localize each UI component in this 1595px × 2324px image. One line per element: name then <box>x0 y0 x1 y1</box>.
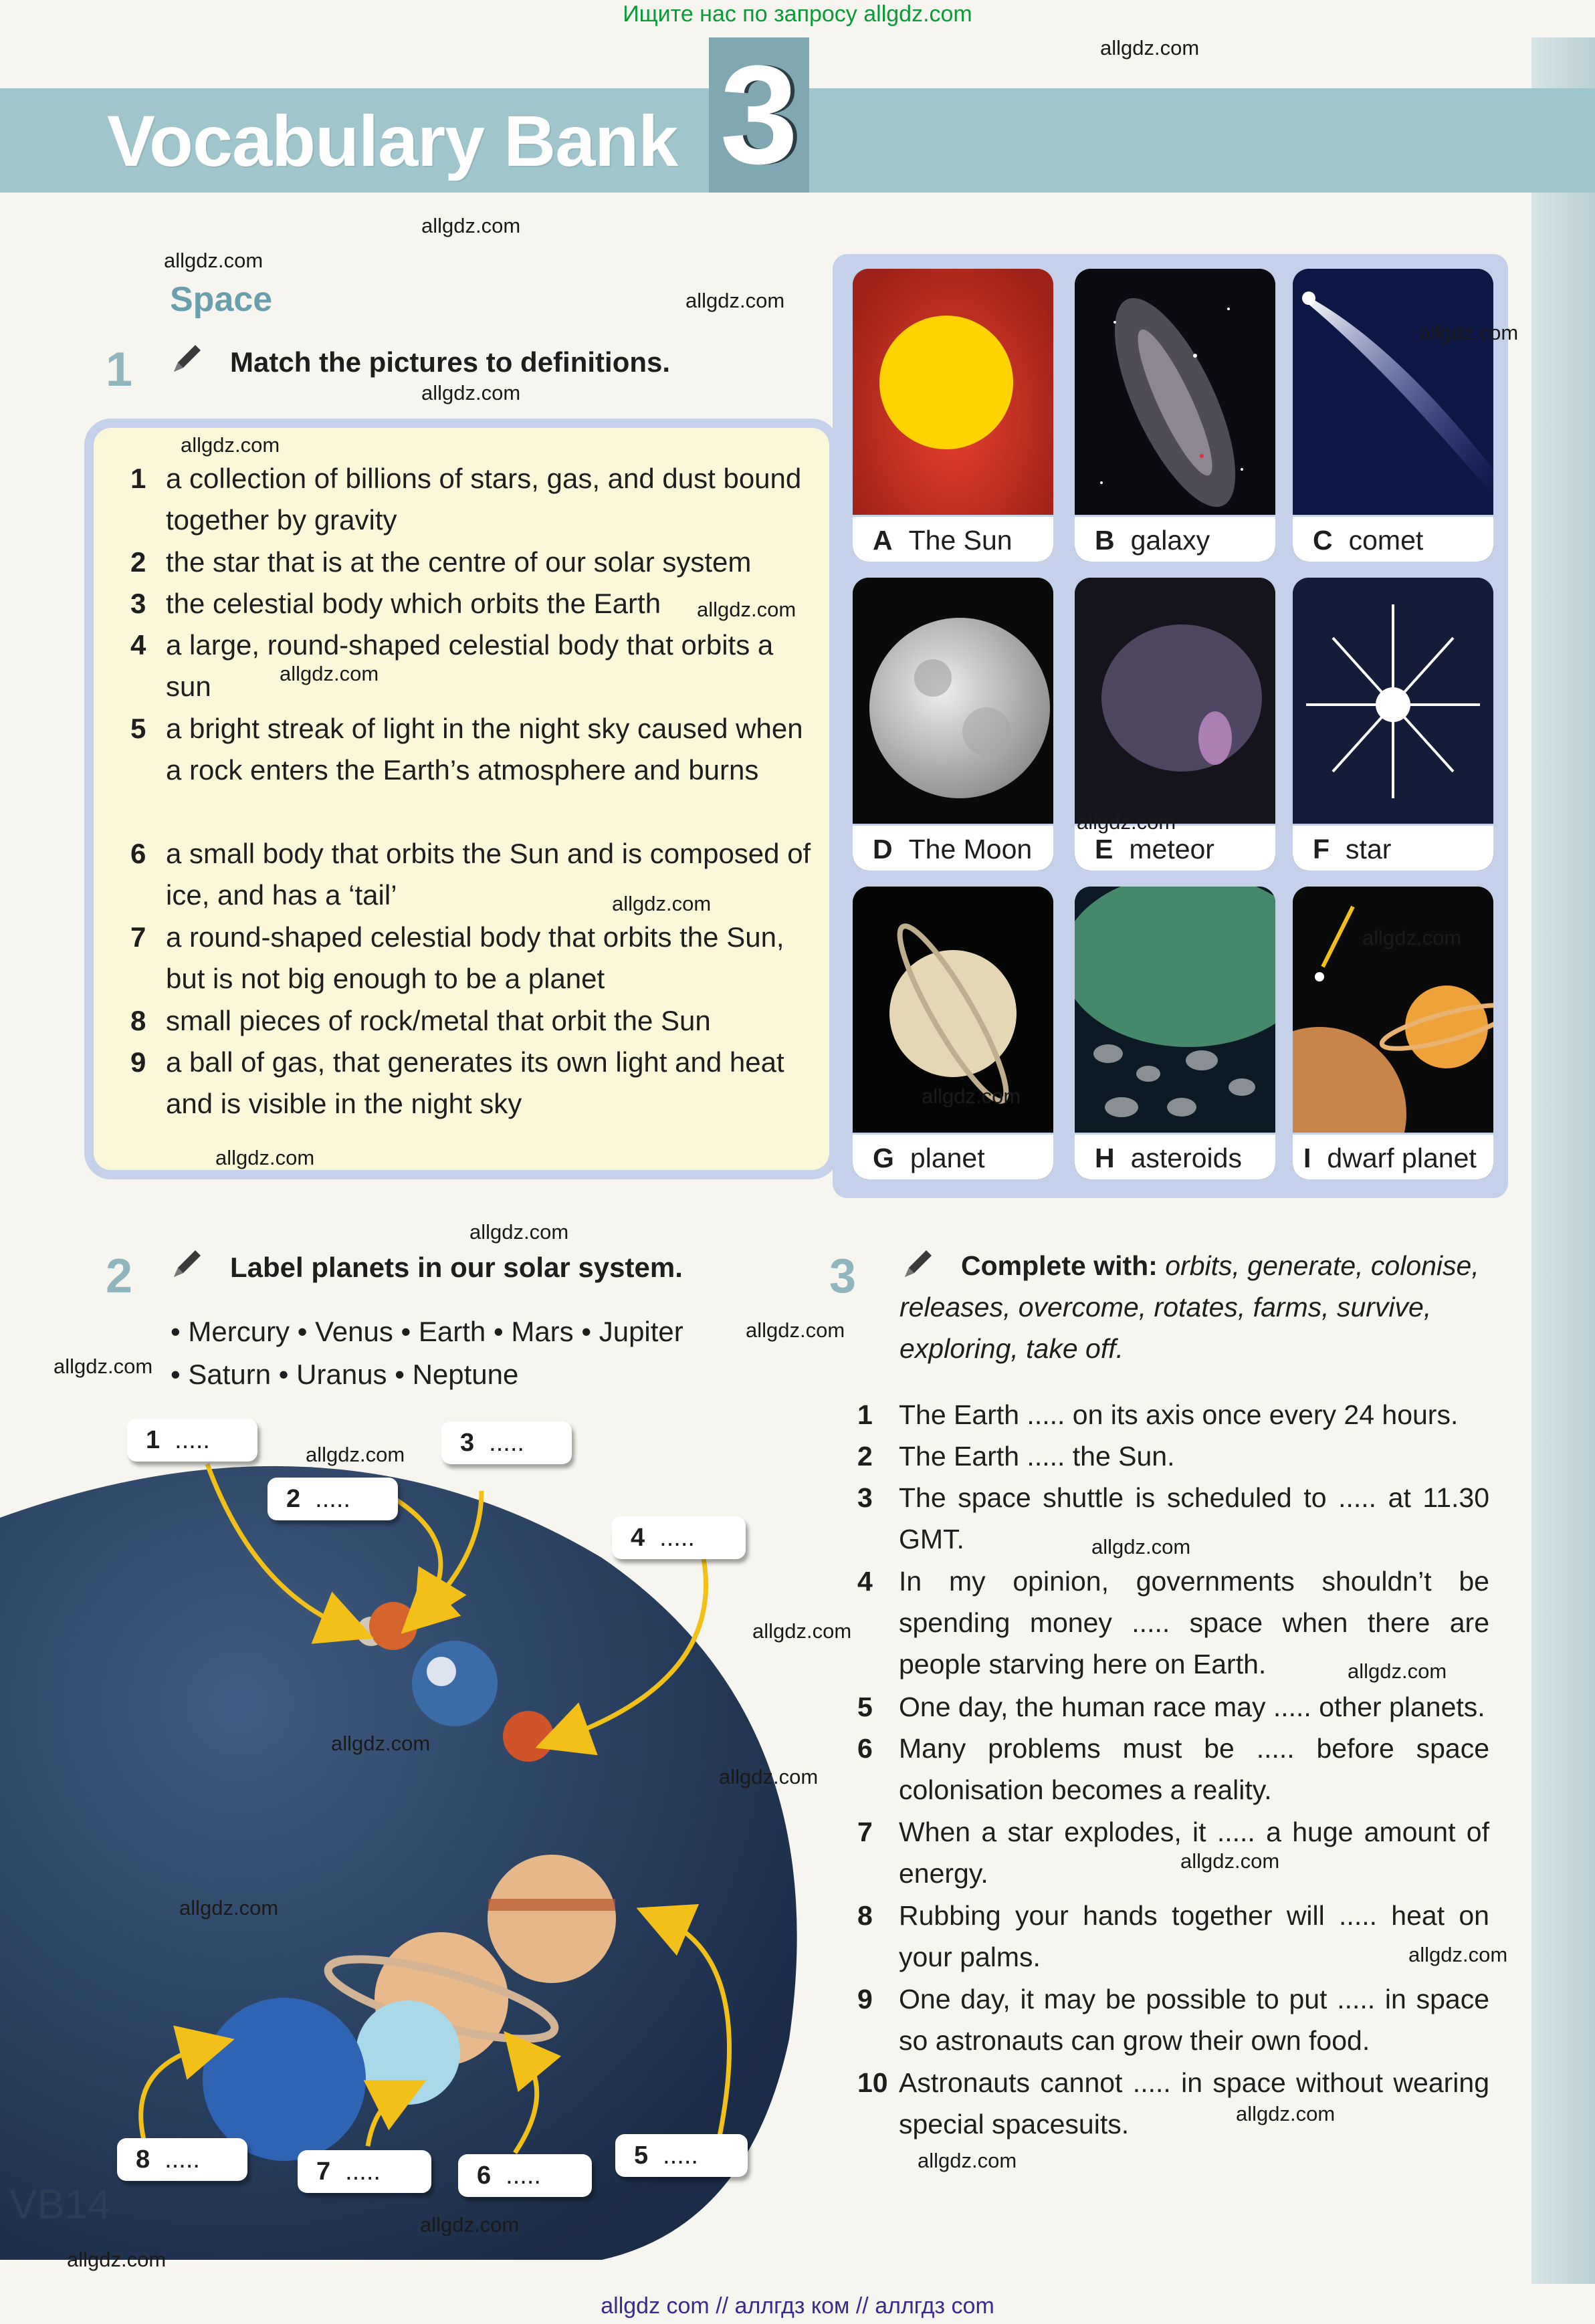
definition-number: 2 <box>130 546 146 578</box>
picture-letter: F <box>1313 834 1330 864</box>
tag-number: 5 <box>634 2141 649 2170</box>
definition-number: 8 <box>130 1005 146 1036</box>
watermark: allgdz.com <box>54 1355 153 1378</box>
ex3-item-number: 5 <box>857 1692 873 1722</box>
watermark: allgdz.com <box>164 249 263 272</box>
tag-number: 1 <box>146 1426 161 1454</box>
ex3-item-number: 8 <box>857 1900 873 1931</box>
watermark: allgdz.com <box>1180 1849 1280 1873</box>
site-bottom-banner: allgdz com // аллгдз ком // аллгдз com <box>601 2293 994 2319</box>
tag-blank: ..... <box>345 2158 381 2186</box>
watermark: allgdz.com <box>1348 1659 1447 1683</box>
ex2-number: 2 <box>106 1250 133 1303</box>
picture-planet <box>853 887 1053 1179</box>
ex3-item-number: 7 <box>857 1817 873 1847</box>
tag-number: 2 <box>286 1485 301 1513</box>
definition-text: small pieces of rock/metal that orbit the Sun <box>166 1005 711 1036</box>
ex3-item <box>857 1895 1489 1978</box>
watermark: allgdz.com <box>1408 1943 1508 1966</box>
watermark: allgdz.com <box>280 662 379 685</box>
tag-blank: ..... <box>506 2162 541 2190</box>
picture-label: asteroids <box>1130 1143 1242 1173</box>
picture-label: The Sun <box>908 525 1013 556</box>
ex2-instruction: Label planets in our solar system. <box>230 1252 683 1283</box>
tag-number: 3 <box>460 1429 475 1457</box>
ex3-words-line-3: exploring, take off. <box>899 1333 1124 1364</box>
definition-text: a round-shaped celestial body that orbits the Sun, but is not big enough to be a planet <box>166 921 784 994</box>
picture-comet <box>1293 269 1493 562</box>
picture-label: star <box>1346 834 1392 864</box>
picture-letter: H <box>1095 1143 1115 1173</box>
picture-caption <box>1293 1133 1493 1179</box>
ex3-item-text: In my opinion, governments shouldn’t be spending money ..... space when there are people starving here on Earth. <box>899 1566 1489 1679</box>
definition-item <box>130 833 819 916</box>
planet-tag[interactable] <box>127 1419 257 1462</box>
picture-label: comet <box>1348 525 1424 556</box>
definition-item <box>130 917 819 1000</box>
watermark: allgdz.com <box>181 433 280 457</box>
picture-label: dwarf planet <box>1327 1143 1477 1173</box>
ex3-item <box>857 1435 1489 1477</box>
picture-letter: C <box>1313 525 1333 556</box>
watermark: allgdz.com <box>306 1443 405 1466</box>
tag-blank: ..... <box>489 1429 524 1457</box>
definition-number: 3 <box>130 588 146 619</box>
definition-item <box>130 1042 819 1125</box>
watermark: allgdz.com <box>469 1220 569 1244</box>
watermark: allgdz.com <box>922 1084 1021 1108</box>
watermark: allgdz.com <box>421 214 521 237</box>
watermark: allgdz.com <box>918 2149 1017 2172</box>
picture-caption <box>1293 824 1493 870</box>
definition-text: the star that is at the centre of our solar system <box>166 546 752 578</box>
planet-tag[interactable] <box>612 1516 746 1559</box>
picture-moon <box>853 578 1053 870</box>
ex3-words-line-1: orbits, generate, colonise, <box>1165 1250 1479 1281</box>
ex3-item-text: One day, the human race may ..... other planets. <box>899 1692 1485 1722</box>
planet-tag[interactable] <box>117 2138 247 2181</box>
ex3-item-number: 10 <box>857 2067 888 2098</box>
ex3-item <box>857 1811 1489 1894</box>
section-title: Space <box>170 280 273 319</box>
definition-number: 4 <box>130 629 146 661</box>
planet-tag[interactable] <box>298 2150 431 2193</box>
definition-number: 1 <box>130 463 146 494</box>
unit-number: 3 <box>720 36 799 193</box>
ex3-item <box>857 1978 1489 2061</box>
definitions-box <box>94 428 829 1170</box>
picture-caption <box>853 515 1053 562</box>
definition-text: a bright streak of light in the night sky caused when a rock enters the Earth’s atmosphere and burns <box>166 713 803 786</box>
ex3-lead: Complete with: <box>961 1250 1158 1281</box>
ex3-item-number: 9 <box>857 1984 873 2014</box>
tag-blank: ..... <box>175 1426 210 1454</box>
definition-text: the celestial body which orbits the Earth <box>166 588 661 619</box>
tag-blank: ..... <box>165 2145 200 2174</box>
site-top-banner: Ищите нас по запросу allgdz.com <box>623 1 972 27</box>
watermark: allgdz.com <box>1362 926 1462 949</box>
pencil-icon <box>169 1246 205 1282</box>
watermark: allgdz.com <box>1100 36 1200 60</box>
tag-blank: ..... <box>315 1485 350 1513</box>
pencil-icon <box>169 341 205 377</box>
watermark: allgdz.com <box>685 289 785 312</box>
page-edge-strip <box>1531 37 1595 2284</box>
tag-number: 7 <box>316 2158 331 2186</box>
watermark: allgdz.com <box>752 1619 852 1643</box>
watermark: allgdz.com <box>420 2213 520 2236</box>
picture-sun <box>853 269 1053 562</box>
page-title: Vocabulary Bank <box>107 100 678 181</box>
ex3-item-number: 4 <box>857 1566 873 1597</box>
picture-letter: A <box>873 525 893 556</box>
watermark: allgdz.com <box>1077 810 1176 834</box>
definition-item <box>130 458 819 541</box>
definition-number: 9 <box>130 1046 146 1078</box>
picture-caption <box>853 1133 1053 1179</box>
definition-item <box>130 708 819 791</box>
picture-letter: B <box>1095 525 1115 556</box>
watermark: allgdz.com <box>1236 2102 1336 2125</box>
watermark: allgdz.com <box>746 1318 845 1342</box>
planet-tag[interactable] <box>441 1421 572 1464</box>
picture-letter: I <box>1303 1143 1311 1173</box>
ex3-item <box>857 1394 1489 1435</box>
ex3-item-text: The Earth ..... on its axis once every 24 hours. <box>899 1399 1459 1430</box>
planet-tag[interactable] <box>615 2134 748 2177</box>
watermark: allgdz.com <box>421 381 521 404</box>
definition-item <box>130 542 819 583</box>
picture-caption <box>1293 515 1493 562</box>
ex3-item-number: 3 <box>857 1482 873 1513</box>
picture-label: galaxy <box>1130 525 1210 556</box>
tag-number: 8 <box>136 2145 150 2174</box>
definition-number: 6 <box>130 838 146 869</box>
ex3-item-text: Many problems must be ..... before space colonisation becomes a reality. <box>899 1733 1489 1805</box>
definition-text: a ball of gas, that generates its own light and heat and is visible in the night sky <box>166 1046 784 1119</box>
ex3-word-bank <box>899 1245 1488 1369</box>
picture-letter: G <box>873 1143 894 1173</box>
watermark: allgdz.com <box>67 2248 167 2271</box>
watermark: allgdz.com <box>179 1896 279 1920</box>
watermark: allgdz.com <box>331 1732 431 1755</box>
ex1-instruction: Match the pictures to definitions. <box>230 346 671 378</box>
ex3-item <box>857 2062 1489 2145</box>
picture-caption <box>1075 515 1275 562</box>
ex3-item <box>857 1686 1489 1728</box>
picture-galaxy <box>1075 269 1275 562</box>
watermark: allgdz.com <box>1091 1535 1191 1558</box>
watermark: allgdz.com <box>1419 321 1519 344</box>
picture-label: meteor <box>1129 834 1214 864</box>
ex3-item-number: 6 <box>857 1733 873 1764</box>
planet-tag[interactable] <box>268 1478 398 1520</box>
definition-text: a small body that orbits the Sun and is composed of ice, and has a ‘tail’ <box>166 838 811 911</box>
definition-text: a large, round-shaped celestial body that orbits a sun <box>166 629 774 702</box>
picture-letter: D <box>873 834 893 864</box>
watermark: allgdz.com <box>215 1146 315 1169</box>
ex3-item-text: Rubbing your hands together will ..... heat on your palms. <box>899 1900 1489 1972</box>
ex3-words-line-2: releases, overcome, rotates, farms, survive, <box>899 1292 1432 1322</box>
ex3-item-text: The Earth ..... the Sun. <box>899 1441 1175 1472</box>
planet-tag[interactable] <box>458 2154 592 2197</box>
picture-caption <box>853 824 1053 870</box>
ex3-item-number: 2 <box>857 1441 873 1472</box>
tag-number: 6 <box>477 2162 492 2190</box>
ex3-item-text: The space shuttle is scheduled to ..... at 11.30 GMT. <box>899 1482 1489 1554</box>
picture-letter: E <box>1095 834 1113 864</box>
ex3-item-text: Astronauts cannot ..... in space without wearing special spacesuits. <box>899 2067 1489 2139</box>
planet-list-line-1: • Mercury • Venus • Earth • Mars • Jupiter <box>171 1316 683 1347</box>
ex3-number: 3 <box>829 1250 857 1303</box>
ex3-item-number: 1 <box>857 1399 873 1430</box>
definition-number: 5 <box>130 713 146 744</box>
ex1-number: 1 <box>106 343 133 396</box>
definition-number: 7 <box>130 921 146 953</box>
ex3-item <box>857 1728 1489 1811</box>
tag-blank: ..... <box>663 2141 698 2170</box>
planet-list-line-2: • Saturn • Uranus • Neptune <box>171 1359 519 1390</box>
ex3-item-text: One day, it may be possible to put ..... in space so astronauts can grow their own food. <box>899 1984 1489 2056</box>
tag-blank: ..... <box>659 1524 695 1552</box>
picture-caption <box>1075 1133 1275 1179</box>
definition-text: a collection of billions of stars, gas, and dust bound together by gravity <box>166 463 802 536</box>
picture-asteroids <box>1075 887 1275 1179</box>
picture-label: planet <box>910 1143 985 1173</box>
tag-number: 4 <box>631 1524 645 1552</box>
ex3-item-text: When a star explodes, it ..... a huge amount of energy. <box>899 1817 1489 1889</box>
picture-label: The Moon <box>908 834 1033 864</box>
picture-star <box>1293 578 1493 870</box>
page-number: VB14 <box>9 2182 111 2228</box>
definition-item <box>130 1000 819 1042</box>
watermark: allgdz.com <box>697 598 796 621</box>
watermark: allgdz.com <box>612 892 712 915</box>
watermark: allgdz.com <box>719 1765 819 1788</box>
definition-item <box>130 624 819 707</box>
